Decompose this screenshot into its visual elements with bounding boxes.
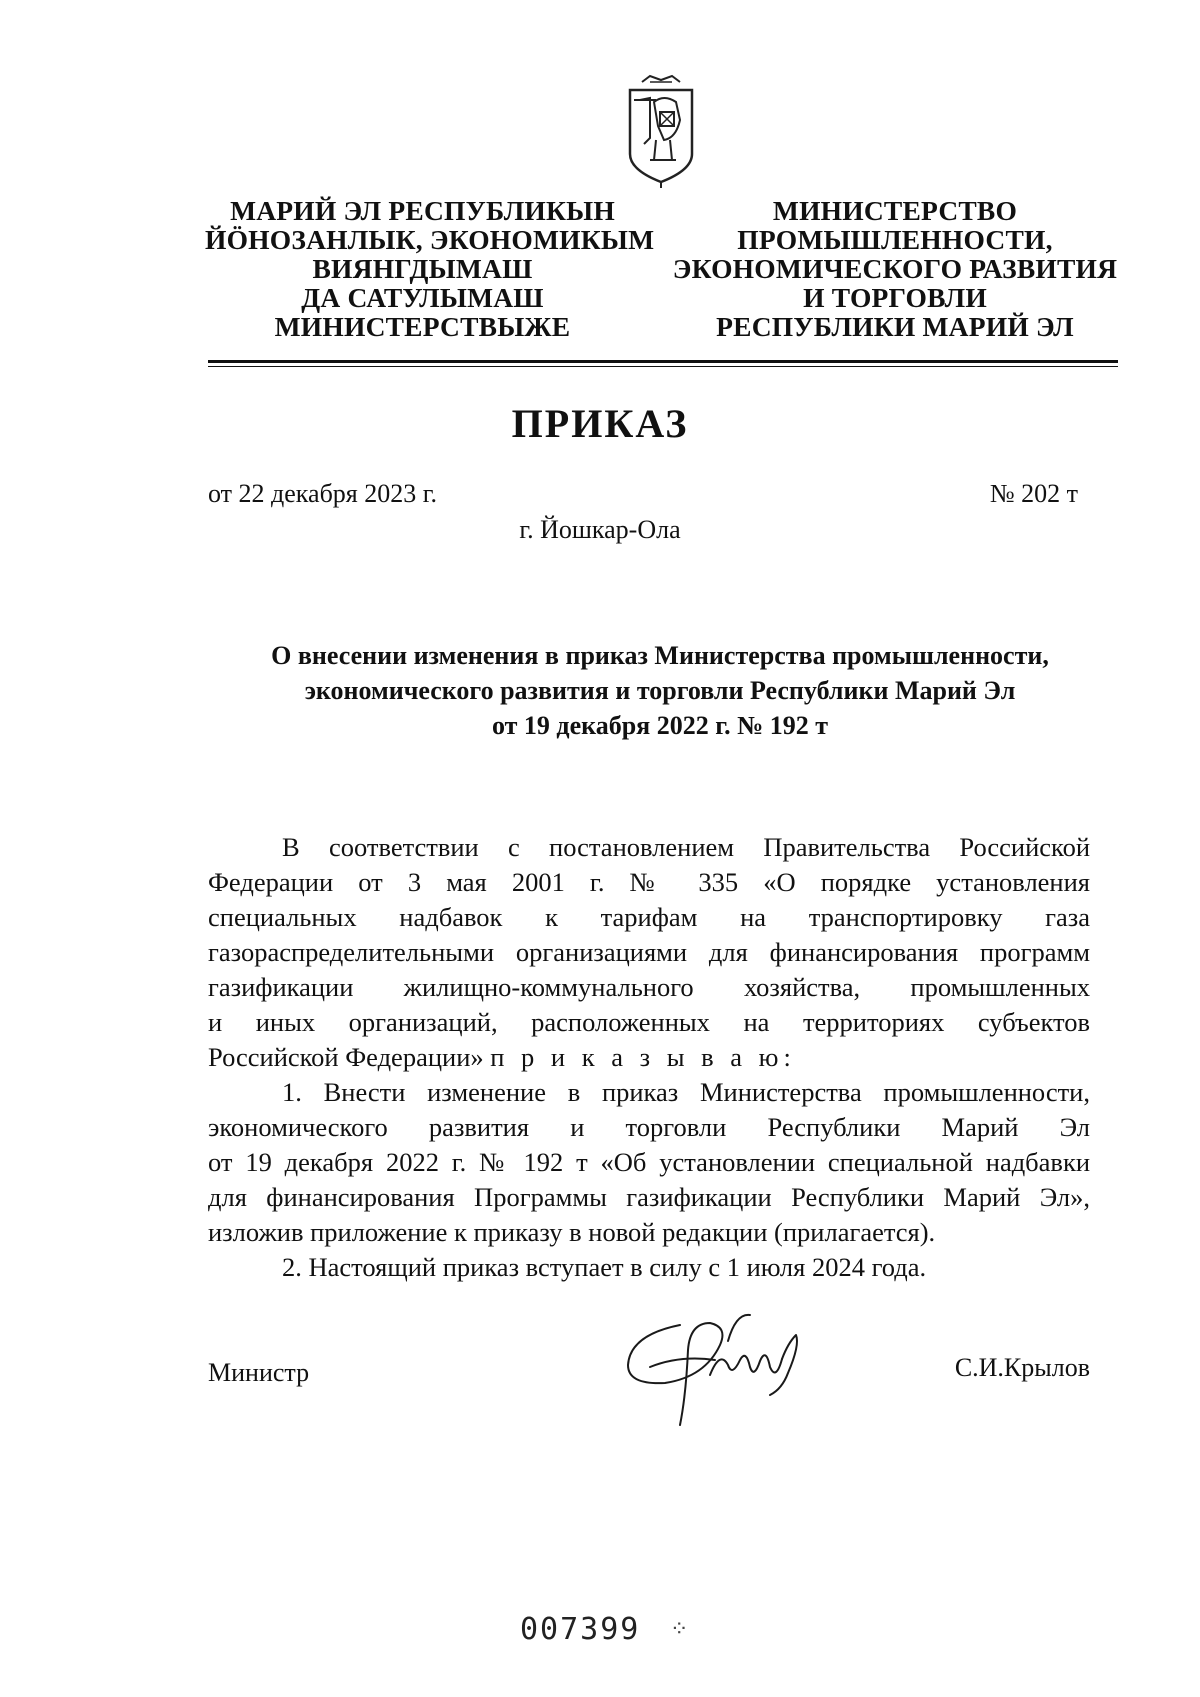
body-line: специальных надбавок к тарифам на транспортировку газа [208, 902, 1090, 932]
document-body [208, 830, 1090, 1285]
signer-name: С.И.Крылов [954, 1353, 1090, 1382]
body-line: от 19 декабря 2022 г. № 192 т «Об установлении специальной надбавки [208, 1147, 1090, 1177]
header-left-line: МИНИСТЕРСТВЫЖЕ [274, 311, 571, 342]
body-line: экономического развития и торговли Республики Марий Эл [208, 1112, 1090, 1142]
handwritten-signature-icon [610, 1305, 840, 1445]
body-line: Российской Федерации» [208, 1042, 484, 1072]
document-city: г. Йошкар-Ола [519, 515, 681, 544]
coat-of-arms-icon [620, 68, 702, 190]
document-subject [200, 638, 1120, 743]
document-number: № 202 т [989, 479, 1078, 508]
subject-line: О внесении изменения в приказ Министерства промышленности, [271, 641, 1049, 670]
header-left-line: ДА САТУЛЫМАШ [301, 282, 544, 313]
body-line: газораспределительными организациями для финансирования программ [208, 937, 1090, 967]
body-line: 1. Внести изменение в приказ Министерства промышленности, [282, 1077, 1090, 1107]
document-date: от 22 декабря 2023 г. [208, 479, 437, 508]
signer-title: Министр [208, 1358, 310, 1387]
header-right-line: ПРОМЫШЛЕННОСТИ, [737, 224, 1053, 255]
body-line: Федерации от 3 мая 2001 г. № 335 «О порядке установления [208, 867, 1090, 897]
subject-line: экономического развития и торговли Республики Марий Эл [304, 676, 1016, 705]
header-left-line: ВИЯНГДЫМАШ [312, 253, 533, 284]
header-right-line: ЭКОНОМИЧЕСКОГО РАЗВИТИЯ [672, 253, 1118, 284]
header-divider-thick [208, 360, 1118, 363]
header-right-block [670, 196, 1120, 341]
body-line: 2. Настоящий приказ вступает в силу с 1 июля 2024 года. [282, 1252, 927, 1282]
body-line: изложив приложение к приказу в новой редакции (прилагается). [208, 1217, 936, 1247]
header-divider-thin [208, 366, 1118, 367]
body-line: газификации жилищно-коммунального хозяйства, промышленных [208, 972, 1090, 1002]
order-word: п р и к а з ы в а ю: [490, 1042, 796, 1072]
body-line: для финансирования Программы газификации Республики Марий Эл», [208, 1182, 1090, 1212]
serial-mark: ⁘ [670, 1616, 689, 1641]
body-line-with-order [208, 1040, 1090, 1075]
document-type-title: ПРИКАЗ [511, 401, 689, 446]
body-line: В соответствии с постановлением Правительства Российской [282, 832, 1090, 862]
header-left-line: МАРИЙ ЭЛ РЕСПУБЛИКЫН [230, 195, 615, 226]
serial-number: 007399 [520, 1612, 641, 1647]
body-line: и иных организаций, расположенных на территориях субъектов [208, 1007, 1090, 1037]
header-right-line: И ТОРГОВЛИ [803, 282, 987, 313]
header-left-line: ЙӦНОЗАНЛЫК, ЭКОНОМИКЫМ [205, 224, 655, 255]
header-right-line: МИНИСТЕРСТВО [772, 195, 1018, 226]
subject-line: от 19 декабря 2022 г. № 192 т [491, 711, 828, 740]
header-right-line: РЕСПУБЛИКИ МАРИЙ ЭЛ [716, 311, 1074, 342]
header-left-block [205, 195, 655, 342]
